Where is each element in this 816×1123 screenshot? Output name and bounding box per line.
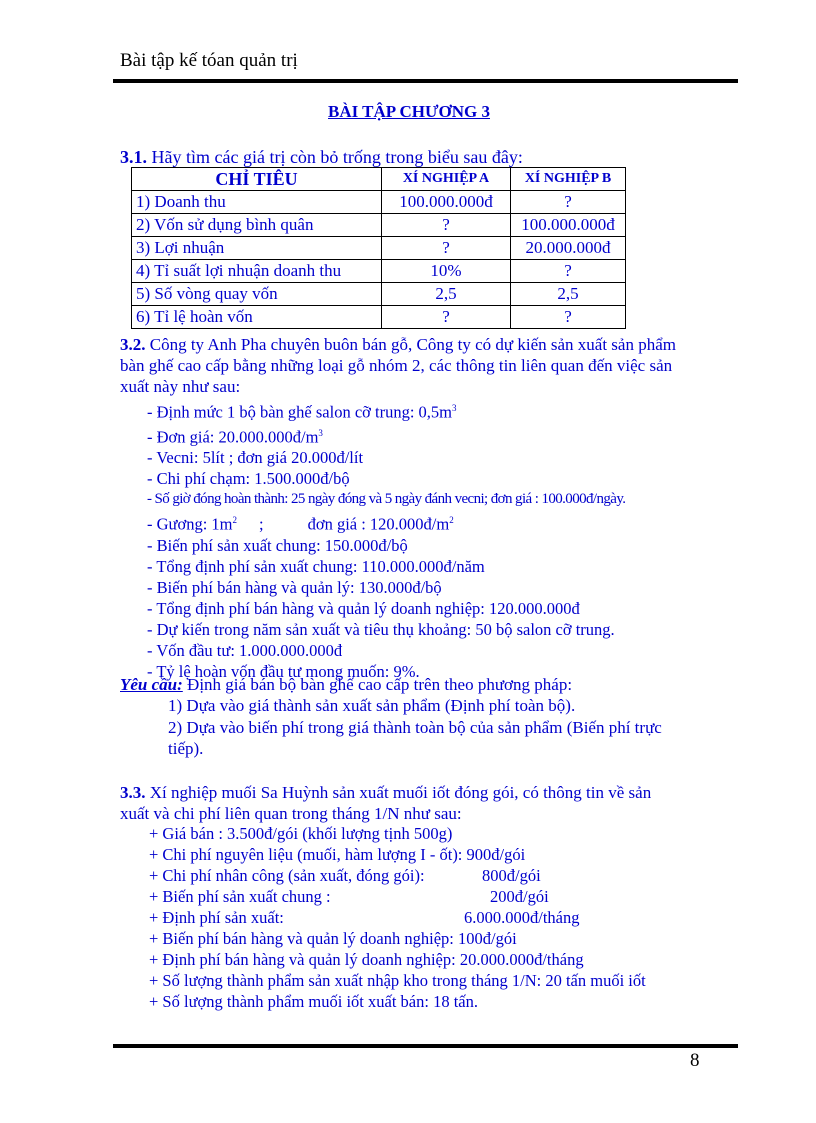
table-row [132, 191, 626, 214]
list-item [149, 886, 709, 907]
list-item-value: 800đ/gói [482, 866, 541, 885]
superscript: 3 [318, 427, 323, 438]
table-cell: ? [511, 191, 626, 214]
list-item: - Chi phí chạm: 1.500.000đ/bộ [147, 469, 350, 488]
requirement-item: tiếp). [168, 739, 204, 758]
table-row [132, 237, 626, 260]
intro-line: bàn ghế cao cấp bằng những loại gỗ nhóm 2, các thông tin liên quan đến việc sản [120, 356, 673, 375]
requirement-item: 2) Dựa vào biến phí trong giá thành toàn bộ của sản phẩm (Biến phí trực [168, 718, 662, 737]
table-header-row [132, 168, 626, 191]
requirement-label: Yêu cầu: [120, 675, 183, 694]
header-rule [113, 79, 738, 83]
list-item: - Tổng định phí sản xuất chung: 110.000.000đ/năm [147, 556, 485, 576]
superscript: 2 [232, 515, 237, 525]
column-header: CHỈ TIÊU [132, 168, 382, 191]
list-item-text: đơn giá : 120.000đ/m [307, 514, 450, 534]
table-cell: ? [382, 237, 511, 260]
exercise-prompt: Hãy tìm các giá trị còn bỏ trống trong biểu sau đây: [151, 147, 523, 167]
list-item: - Tổng định phí bán hàng và quản lý doanh nghiệp: 120.000.000đ [147, 598, 580, 618]
list-item: + Biến phí bán hàng và quản lý doanh nghiệp: 100đ/gói [149, 929, 517, 948]
column-header: XÍ NGHIỆP B [511, 168, 626, 191]
exercise-3-1-prompt [120, 147, 523, 168]
intro-line: Công ty Anh Pha chuyên buôn bán gỗ, Công ty có dự kiến sản xuất sản phẩm [149, 335, 676, 354]
list-item-text: - Định mức 1 bộ bàn ghế salon cỡ trung: 0,5m [147, 402, 452, 422]
table-cell: ? [511, 306, 626, 329]
footer-rule [113, 1044, 738, 1048]
chapter-title: BÀI TẬP CHƯƠNG 3 [328, 102, 490, 121]
exercise-3-3-intro [120, 782, 710, 824]
table-cell: 10% [382, 260, 511, 283]
table-cell: ? [511, 260, 626, 283]
list-item: + Số lượng thành phẩm sản xuất nhập kho trong tháng 1/N: 20 tấn muối iốt [149, 971, 646, 990]
exercise-3-2-intro [120, 334, 710, 397]
table-row [132, 214, 626, 237]
table-cell: 100.000.000đ [511, 214, 626, 237]
list-item-text: + Biến phí sản xuất chung : [149, 887, 331, 906]
list-item-value: 6.000.000đ/tháng [464, 908, 580, 927]
table-cell: 2) Vốn sử dụng bình quân [132, 214, 382, 237]
list-item-text: + Định phí sản xuất: [149, 908, 284, 927]
table-cell: 1) Doanh thu [132, 191, 382, 214]
intro-line: xuất này như sau: [120, 377, 241, 396]
table-cell: 20.000.000đ [511, 237, 626, 260]
exercise-number: 3.3. [120, 783, 146, 802]
exercise-3-2-list [147, 398, 625, 682]
list-item: - Vốn đầu tư: 1.000.000.000đ [147, 640, 343, 660]
list-item: + Chi phí nguyên liệu (muối, hàm lượng I - ốt): 900đ/gói [149, 845, 526, 864]
table-cell: 2,5 [382, 283, 511, 306]
table-cell: 4) Tỉ suất lợi nhuận doanh thu [132, 260, 382, 283]
exercise-3-1-table [131, 167, 626, 329]
exercise-number: 3.1. [120, 147, 147, 167]
list-item-text: ; [259, 514, 264, 534]
table-cell: 100.000.000đ [382, 191, 511, 214]
table-row [132, 283, 626, 306]
list-item: - Vecni: 5lít ; đơn giá 20.000đ/lít [147, 448, 364, 467]
requirement-item: 1) Dựa vào giá thành sản xuất sản phẩm (Định phí toàn bộ). [168, 696, 576, 715]
list-item: - Số giờ đóng hoàn thành: 25 ngày đóng và 5 ngày đánh vecni; đơn giá : 100.000đ/ngày. [147, 491, 626, 507]
intro-line: xuất và chi phí liên quan trong tháng 1/N như sau: [120, 804, 462, 823]
list-item [147, 510, 625, 535]
page-header-title: Bài tập kế tóan quản trị [120, 50, 298, 71]
list-item: - Dự kiến trong năm sản xuất và tiêu thụ khoảng: 50 bộ salon cỡ trung. [147, 619, 615, 639]
list-item [149, 907, 709, 928]
page-number: 8 [690, 1050, 700, 1071]
table-cell: 5) Số vòng quay vốn [132, 283, 382, 306]
list-item: - Biến phí sản xuất chung: 150.000đ/bộ [147, 535, 408, 555]
list-item [147, 398, 625, 423]
list-item [147, 423, 625, 448]
list-item: + Số lượng thành phẩm muối iốt xuất bán: 18 tấn. [149, 992, 478, 1011]
list-item [149, 865, 709, 886]
table-cell: ? [382, 214, 511, 237]
table-cell: 2,5 [511, 283, 626, 306]
list-item-value: 200đ/gói [490, 887, 549, 906]
list-item-text: - Gương: 1m [147, 514, 233, 534]
list-item: + Giá bán : 3.500đ/gói (khối lượng tịnh 500g) [149, 824, 453, 843]
table-cell: 6) Tỉ lệ hoàn vốn [132, 306, 382, 329]
intro-line: Xí nghiệp muối Sa Huỳnh sản xuất muối iốt đóng gói, có thông tin về sản [145, 783, 652, 802]
table-row [132, 260, 626, 283]
superscript: 3 [452, 403, 457, 413]
table-cell: ? [382, 306, 511, 329]
table-row [132, 306, 626, 329]
table-cell: 3) Lợi nhuận [132, 237, 382, 260]
list-item-text: + Chi phí nhân công (sản xuất, đóng gói): [149, 866, 425, 885]
list-item: - Tỷ lệ hoàn vốn đầu tư mong muốn: 9%. [147, 661, 420, 681]
requirement-text: Định giá bán bộ bàn ghế cao cấp trên theo phương pháp: [182, 675, 573, 694]
list-item: - Biến phí bán hàng và quản lý: 130.000đ/bộ [147, 577, 442, 597]
list-item-text: - Đơn giá: 20.000.000đ/m [147, 427, 319, 446]
list-item: + Định phí bán hàng và quản lý doanh nghiệp: 20.000.000đ/tháng [149, 950, 584, 969]
requirement-line [120, 674, 572, 695]
superscript: 2 [449, 515, 454, 525]
column-header: XÍ NGHIỆP A [382, 168, 511, 191]
exercise-number: 3.2. [120, 335, 146, 354]
exercise-3-3-list [149, 823, 709, 1012]
